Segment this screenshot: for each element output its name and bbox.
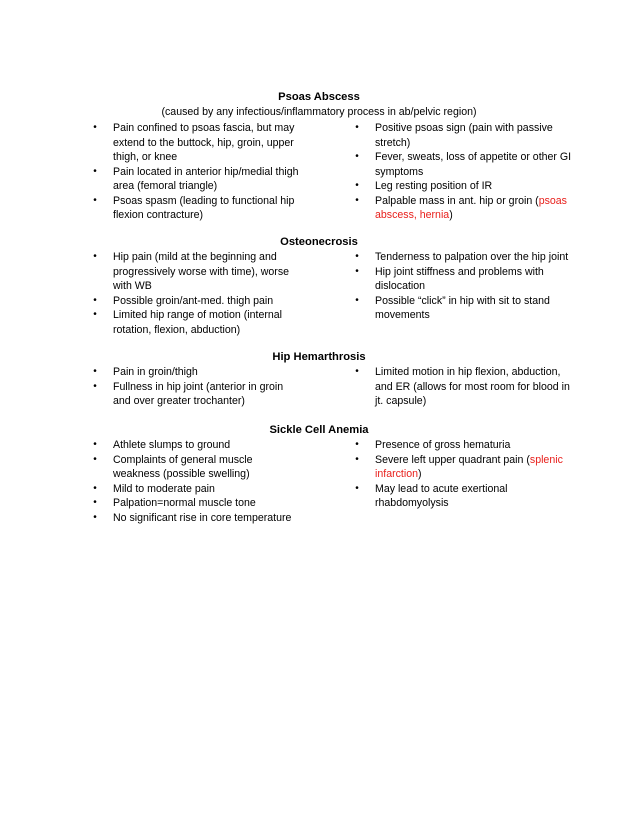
osteonecrosis-heading: Osteonecrosis [280,236,358,248]
bullet-icon: • [355,194,359,206]
bullet-icon: • [355,265,359,277]
list-item: • Positive psoas sign (pain with passive stretch) [352,121,572,150]
bullet-icon: • [93,366,97,377]
bullet-icon: • [93,165,97,177]
bullet-icon: • [355,453,359,465]
list-item: • Pain located in anterior hip/medial thigh area (femoral triangle) [90,165,300,194]
list-item: • Complaints of general muscle weakness (possible swelling) [90,453,300,482]
list-item: • Limited motion in hip flexion, abduction, and ER (allows for most room for blood in jt. capsule) [352,365,572,409]
bullet-icon: • [93,439,97,450]
list-item: • Fullness in hip joint (anterior in groin and over greater trochanter) [90,380,300,409]
bullet-icon: • [355,122,359,133]
red-highlight-text: splenic infarction [375,453,563,480]
list-item: • Leg resting position of IR [352,179,572,194]
bullet-icon: • [93,194,97,206]
osteo-right-list [352,250,572,323]
bullet-icon: • [355,482,359,494]
bullet-icon: • [93,453,97,465]
sickle-left-list [90,438,300,525]
bullet-icon: • [93,380,97,392]
bullet-icon: • [355,294,359,306]
list-item: • Limited hip range of motion (internal rotation, flexion, abduction) [90,308,300,337]
bullet-icon: • [355,366,359,377]
psoas-abscess-heading: Psoas Abscess [278,91,360,103]
list-item: • Possible “click” in hip with sit to stand movements [352,294,572,323]
sickle-right-list [352,438,572,511]
list-item: • Psoas spasm (leading to functional hip flexion contracture) [90,194,300,223]
list-item: • No significant rise in core temperature [90,511,300,526]
list-item: • Athlete slumps to ground [90,438,300,453]
psoas-right-list [352,121,572,223]
list-item: • Tenderness to palpation over the hip joint [352,250,572,265]
list-item: • Hip pain (mild at the beginning and progressively worse with time), worse with WB [90,250,300,294]
list-item: • Severe left upper quadrant pain (splenic infarction) [352,453,572,482]
list-item: • Palpation=normal muscle tone [90,496,300,511]
hemarthrosis-left-list [90,365,300,409]
hemarthrosis-right-list [352,365,572,409]
list-item: • Presence of gross hematuria [352,438,572,453]
bullet-icon: • [93,309,97,320]
sickle-cell-heading: Sickle Cell Anemia [269,424,369,436]
list-item: • Pain in groin/thigh [90,365,300,380]
bullet-icon: • [93,482,97,494]
bullet-icon: • [93,251,97,262]
bullet-icon: • [355,251,359,262]
list-item: • Fever, sweats, loss of appetite or other GI symptoms [352,150,572,179]
bullet-icon: • [355,439,359,450]
osteo-left-list [90,250,300,337]
list-item: • Hip joint stiffness and problems with dislocation [352,265,572,294]
hip-hemarthrosis-heading: Hip Hemarthrosis [272,351,366,363]
bullet-icon: • [93,122,97,133]
bullet-icon: • [93,511,97,523]
psoas-left-list [90,121,300,223]
list-item: • May lead to acute exertional rhabdomyolysis [352,482,572,511]
bullet-icon: • [93,294,97,306]
list-item: • Palpable mass in ant. hip or groin (psoas abscess, hernia) [352,194,572,223]
bullet-icon: • [93,497,97,508]
red-highlight-text: psoas abscess, hernia [375,194,567,221]
bullet-icon: • [355,151,359,162]
bullet-icon: • [355,180,359,191]
psoas-abscess-subtitle: (caused by any infectious/inflammatory process in ab/pelvic region) [161,106,477,118]
list-item: • Mild to moderate pain [90,482,300,497]
list-item: • Pain confined to psoas fascia, but may extend to the buttock, hip, groin, upper thigh, or knee [90,121,300,165]
list-item: • Possible groin/ant-med. thigh pain [90,294,300,309]
